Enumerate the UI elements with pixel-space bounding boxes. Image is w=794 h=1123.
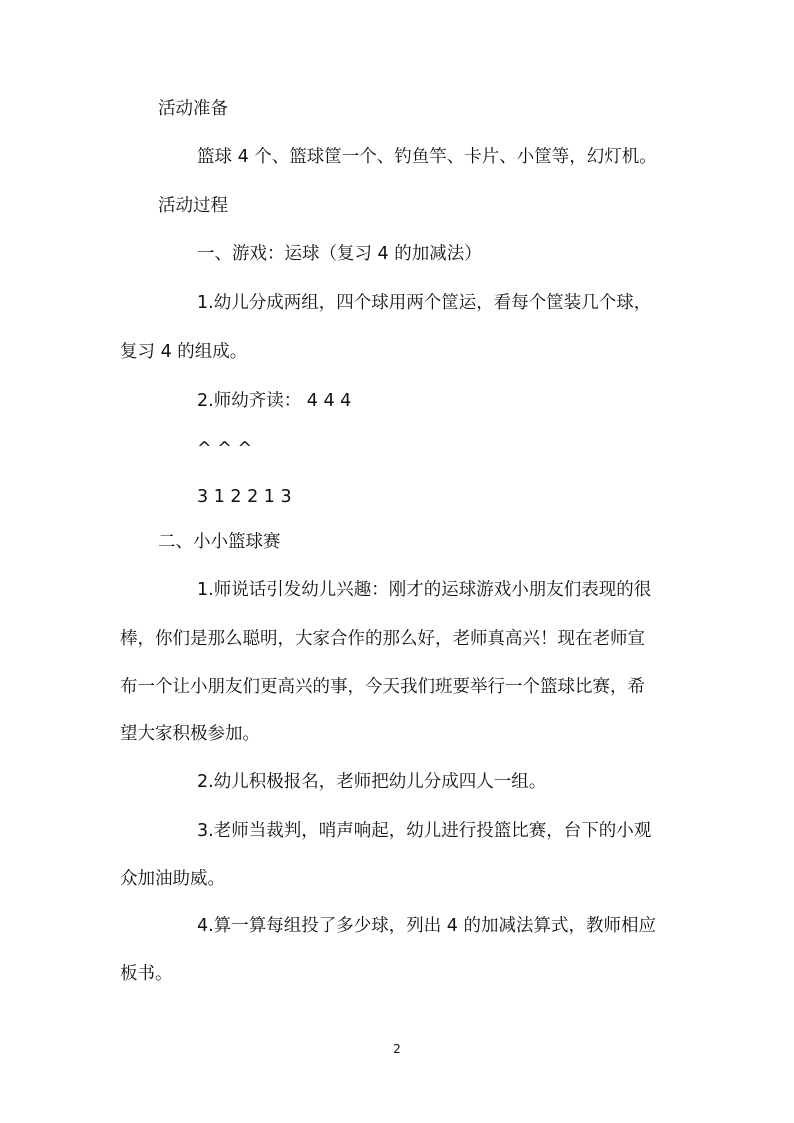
- section-2-title: 二、小小篮球赛: [158, 532, 281, 552]
- step-2-4-line-1: 4.算一算每组投了多少球，列出 4 的加减法算式，教师相应: [197, 916, 656, 936]
- step-2-3-line-2: 众加油助威。: [120, 869, 225, 889]
- step-2-2-line: 2.幼儿积极报名，老师把幼儿分成四人一组。: [197, 772, 547, 792]
- caret-row: ^ ^ ^: [197, 439, 253, 459]
- section-1-title: 一、游戏：运球（复习 4 的加减法）: [197, 244, 482, 264]
- number-row: 3 1 2 2 1 3: [197, 487, 292, 507]
- materials-line: 篮球 4 个、篮球筐一个、钓鱼竿、卡片、小筐等，幻灯机。: [197, 147, 657, 167]
- step-2-1-line-3: 布一个让小朋友们更高兴的事，今天我们班要举行一个篮球比赛，希: [120, 677, 645, 697]
- heading-activity-process: 活动过程: [158, 196, 228, 216]
- page-number: 2: [393, 1042, 401, 1056]
- heading-activity-preparation: 活动准备: [158, 99, 228, 119]
- step-2-1-line-1: 1.师说话引发幼儿兴趣：刚才的运球游戏小朋友们表现的很: [197, 580, 652, 600]
- step-2-3-line-1: 3.老师当裁判，哨声响起，幼儿进行投篮比赛，台下的小观: [197, 821, 652, 841]
- step-1-1-line-1: 1.幼儿分成两组，四个球用两个筐运，看每个筐装几个球，: [197, 293, 652, 313]
- step-1-1-line-2: 复习 4 的组成。: [120, 342, 248, 362]
- step-2-1-line-2: 棒，你们是那么聪明，大家合作的那么好，老师真高兴！现在老师宣: [120, 629, 645, 649]
- step-2-4-line-2: 板书。: [120, 964, 173, 984]
- step-1-2-line: 2.师幼齐读： 4 4 4: [197, 391, 352, 411]
- step-2-1-line-4: 望大家积极参加。: [120, 724, 260, 744]
